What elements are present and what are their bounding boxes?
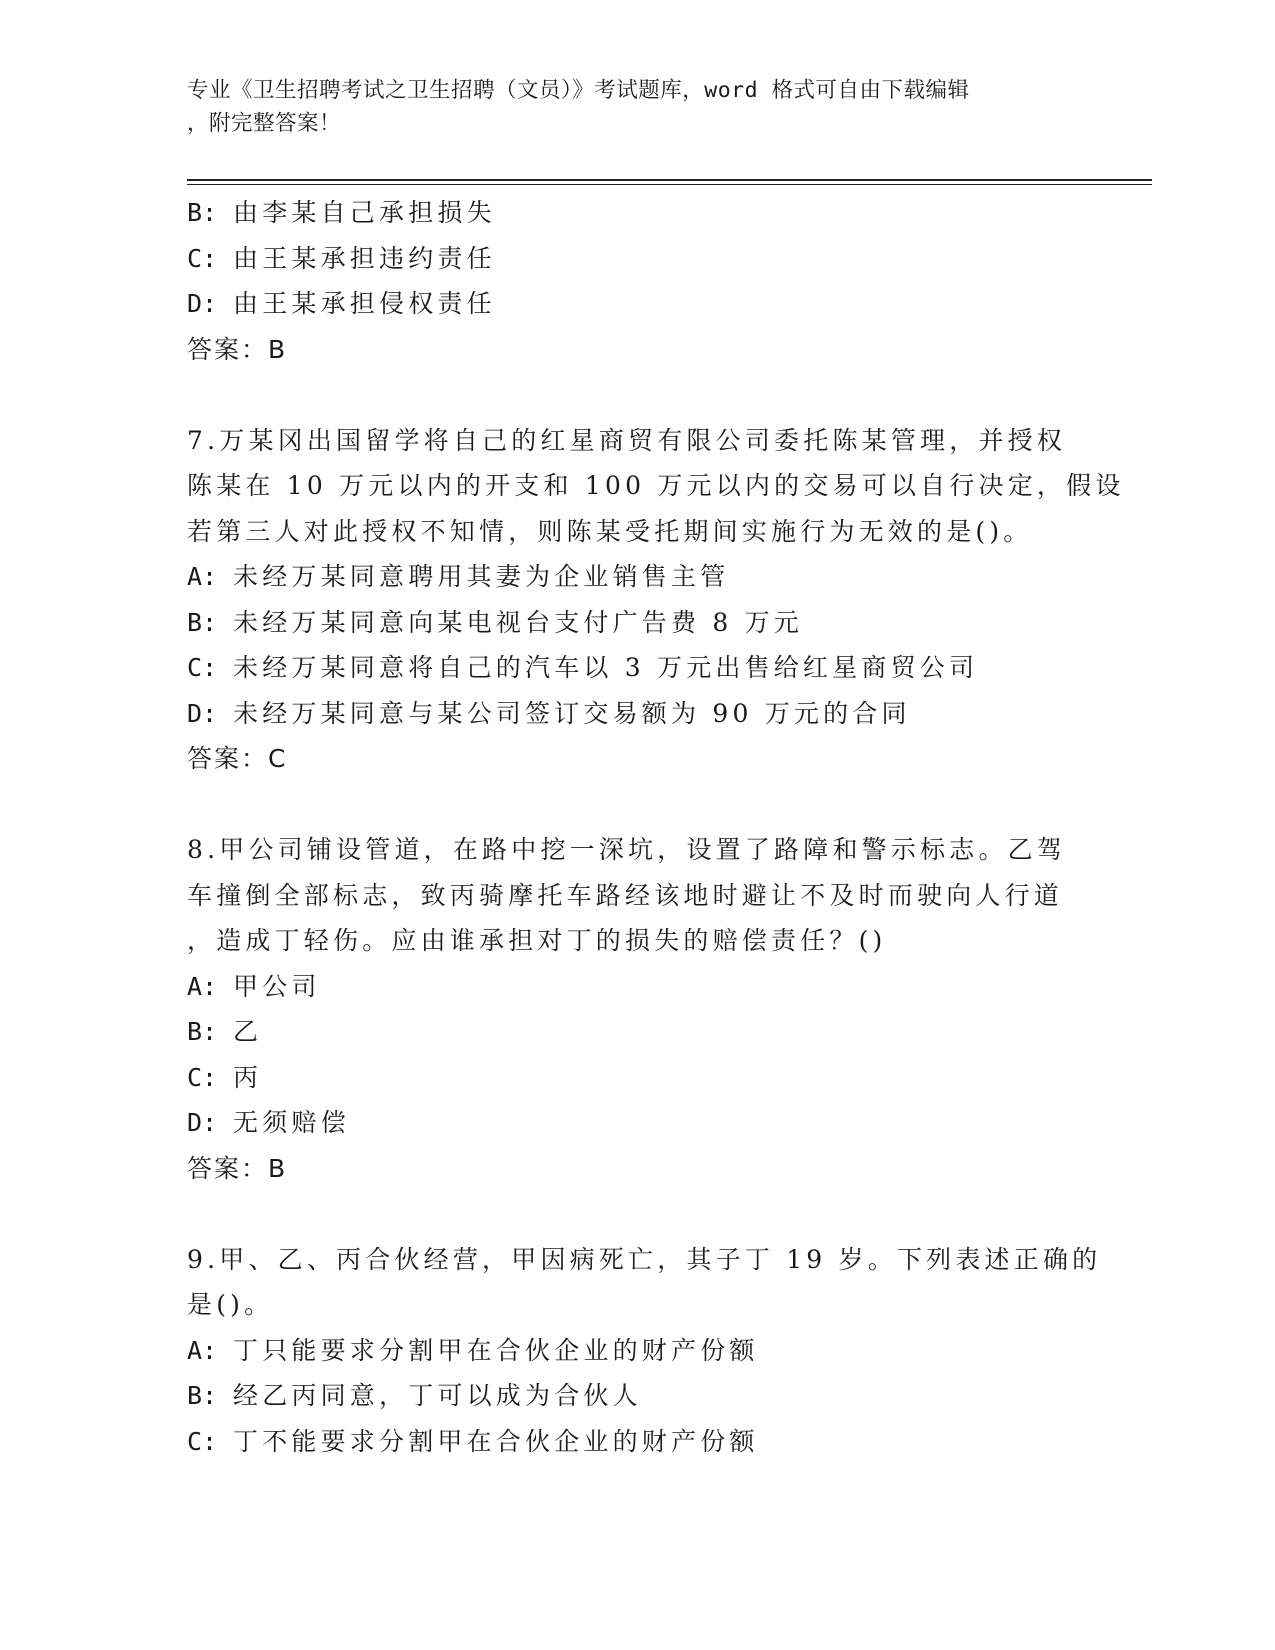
option-text: 乙 [233, 1017, 263, 1046]
option-text: 未经万某同意向某电视台支付广告费 8 万元 [233, 607, 804, 637]
option-key: A: [187, 1335, 218, 1365]
question-stem-line: 陈某在 10 万元以内的开支和 100 万元以内的交易可以自行决定，假设 [187, 471, 1125, 500]
option-key: D: [187, 1108, 218, 1137]
spacer [187, 782, 1087, 828]
option-b [187, 190, 1087, 236]
option-key: C: [187, 1062, 218, 1092]
answer: 答案：C [187, 744, 288, 773]
option-c [187, 236, 1087, 282]
option-c [187, 645, 1087, 691]
question-stem-line: 若第三人对此授权不知情，则陈某受托期间实施行为无效的是()。 [187, 516, 1033, 546]
option-text: 经乙丙同意，丁可以成为合伙人 [233, 1381, 642, 1410]
question-stem-line: 7.万某冈出国留学将自己的红星商贸有限公司委托陈某管理，并授权 [187, 425, 1067, 455]
question-9 [187, 1237, 1102, 1465]
option-d [187, 691, 1087, 737]
spacer [187, 372, 1087, 418]
option-key: D: [187, 289, 218, 318]
option-text: 未经万某同意聘用其妻为企业销售主管 [233, 562, 730, 591]
header-rule-thin [187, 184, 1152, 185]
option-text: 无须赔偿 [233, 1108, 350, 1137]
option-b [187, 1373, 1087, 1419]
question-stem-line: 9.甲、乙、丙合伙经营，甲因病死亡，其子丁 19 岁。下列表述正确的 [187, 1244, 1102, 1274]
question-8 [187, 827, 1087, 1191]
option-text: 未经万某同意将自己的汽车以 3 万元出售给红星商贸公司 [233, 653, 979, 682]
option-text: 丁只能要求分割甲在合伙企业的财产份额 [233, 1335, 759, 1365]
question-6 [187, 190, 1087, 372]
option-text: 由王某承担侵权责任 [233, 289, 496, 318]
option-c [187, 1419, 1087, 1465]
option-a [187, 964, 1087, 1010]
option-a [187, 1328, 1087, 1374]
option-key: C: [187, 1426, 218, 1456]
option-key: A: [187, 562, 218, 591]
question-stem-line: 是()。 [187, 1290, 274, 1319]
option-text: 未经万某同意与某公司签订交易额为 90 万元的合同 [233, 698, 911, 728]
option-d [187, 281, 1087, 327]
option-key: C: [187, 653, 218, 682]
document-header [187, 74, 1087, 140]
question-stem-line: 8.甲公司铺设管道，在路中挖一深坑，设置了路障和警示标志。乙驾 [187, 835, 1067, 864]
option-text: 丁不能要求分割甲在合伙企业的财产份额 [233, 1426, 759, 1456]
header-rule-thick [187, 179, 1152, 181]
option-key: B: [187, 1017, 218, 1046]
option-key: B: [187, 607, 218, 637]
option-text: 由李某自己承担损失 [233, 198, 496, 227]
option-key: C: [187, 243, 218, 273]
option-b [187, 600, 1087, 646]
option-key: B: [187, 1381, 218, 1410]
option-key: D: [187, 698, 218, 728]
answer: 答案：B [187, 334, 288, 364]
question-list [187, 190, 1125, 1464]
question-stem-line: 车撞倒全部标志，致丙骑摩托车路经该地时避让不及时而驶向人行道 [187, 880, 1064, 910]
answer: 答案：B [187, 1153, 288, 1183]
option-key: A: [187, 971, 218, 1001]
header-line-1: 专业《卫生招聘考试之卫生招聘（文员）》考试题库，word 格式可自由下载编辑 [187, 78, 970, 103]
header-line-2: ，附完整答案！ [187, 111, 342, 136]
option-text: 由王某承担违约责任 [233, 243, 496, 273]
option-a [187, 554, 1087, 600]
option-b [187, 1009, 1087, 1055]
option-key: B: [187, 198, 218, 227]
option-text: 丙 [233, 1062, 263, 1092]
question-7 [187, 418, 1125, 782]
question-stem-line: ，造成丁轻伤。应由谁承担对丁的损失的赔偿责任？() [187, 926, 887, 955]
spacer [187, 1191, 1087, 1237]
option-d [187, 1100, 1087, 1146]
option-text: 甲公司 [233, 971, 321, 1001]
option-c [187, 1055, 1087, 1101]
